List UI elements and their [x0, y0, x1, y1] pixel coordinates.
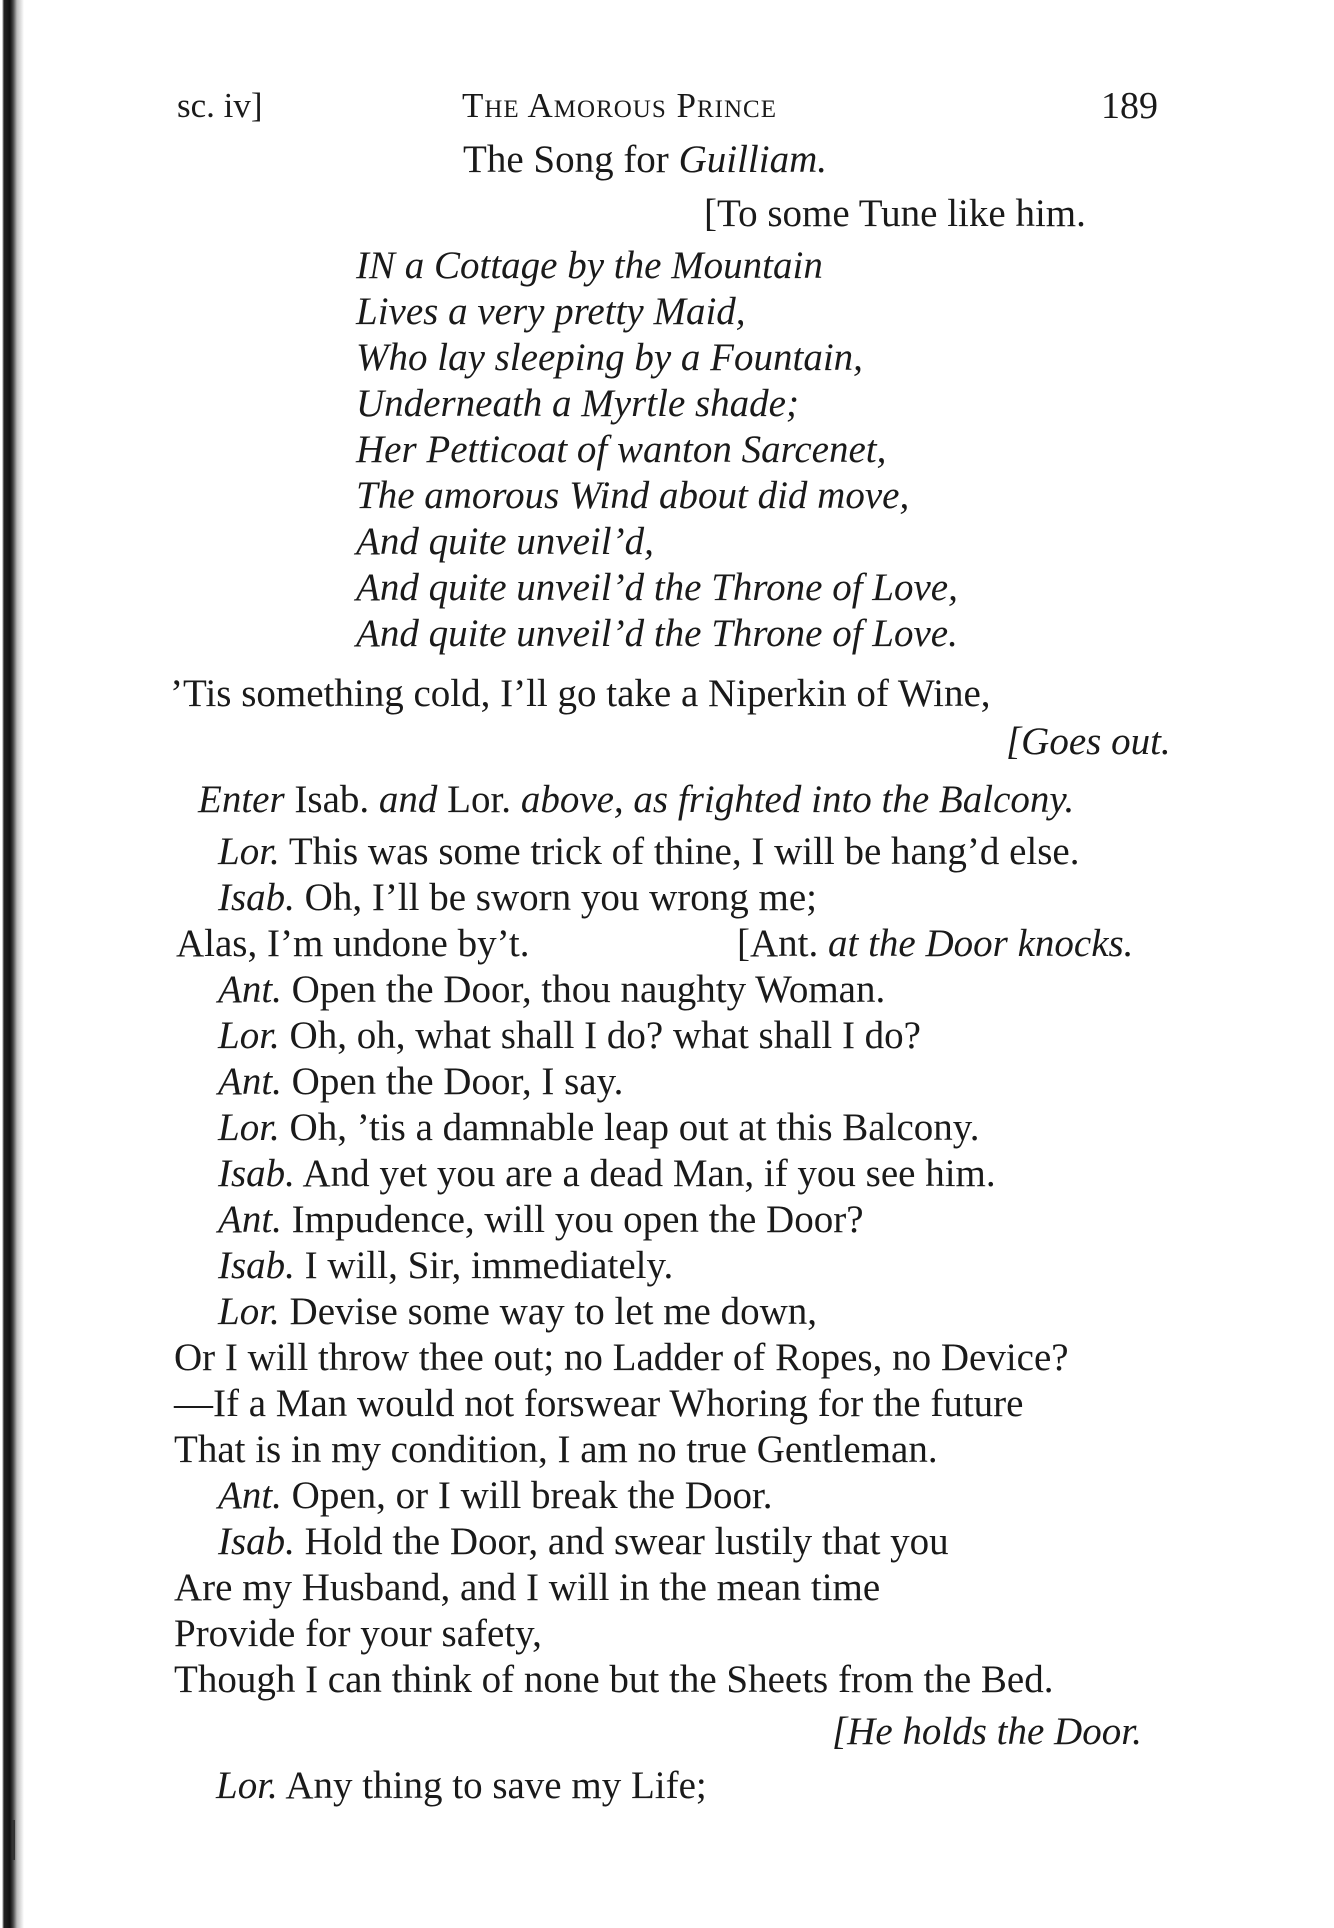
speaker: Ant. — [218, 1474, 282, 1517]
verse-line: Her Petticoat of wanton Sarcenet, — [356, 428, 887, 471]
speaker: Ant. — [218, 1060, 282, 1103]
dialogue-line — [218, 1152, 996, 1196]
speaker: Lor. — [218, 830, 280, 873]
speech: I will, Sir, immediately. — [294, 1244, 674, 1287]
verse-line: Lives a very pretty Maid, — [356, 290, 746, 333]
stage-direction-tune: [To some Tune like him. — [704, 192, 1086, 235]
dialogue-line — [218, 1244, 673, 1288]
dialogue-line — [218, 1520, 949, 1564]
verse-line: And quite unveil’d, — [356, 520, 654, 563]
text-line: ’Tis something cold, I’ll go take a Niperkin of Wine, — [170, 672, 991, 715]
verse-line: IN a Cottage by the Mountain — [356, 244, 823, 287]
text-line: Though I can think of none but the Sheets from the Bed. — [174, 1658, 1054, 1701]
text-line: That is in my condition, I am no true Gentleman. — [174, 1428, 938, 1471]
speaker: Lor. — [218, 1290, 280, 1333]
stage-direction-enter — [198, 778, 1074, 822]
verse-line: The amorous Wind about did move, — [356, 474, 910, 517]
dialogue-line — [216, 1764, 707, 1808]
speaker: Isab. — [218, 1152, 295, 1195]
speaker: Lor. — [216, 1764, 278, 1807]
dialogue-line — [218, 1474, 773, 1518]
character-name: [Ant. — [737, 922, 828, 965]
stage-direction: [Goes out. — [1006, 720, 1171, 763]
verse-line: And quite unveil’d the Throne of Love, — [356, 566, 958, 609]
speaker: Isab. — [218, 876, 295, 919]
speech: Impudence, will you open the Door? — [281, 1198, 864, 1241]
song-title — [463, 138, 827, 182]
verse-line: Who lay sleeping by a Fountain, — [356, 336, 863, 379]
stage-direction: [He holds the Door. — [832, 1710, 1142, 1753]
speaker: Isab. — [218, 1520, 295, 1563]
speaker: Ant. — [218, 1198, 282, 1241]
speech: Oh, ’tis a damnable leap out at this Balcony. — [279, 1106, 980, 1149]
speaker: Ant. — [218, 968, 282, 1011]
dialogue-line — [218, 1290, 817, 1334]
speech: Open the Door, thou naughty Woman. — [281, 968, 886, 1011]
speech: Oh, I’ll be sworn you wrong me; — [294, 876, 818, 919]
speech: Hold the Door, and swear lustily that you — [294, 1520, 949, 1563]
page-number: 189 — [1101, 85, 1158, 127]
speaker: Lor. — [218, 1106, 280, 1149]
speech: This was some trick of thine, I will be hang’d else. — [279, 830, 1080, 873]
speech: Devise some way to let me down, — [279, 1290, 818, 1333]
dialogue-line — [218, 968, 885, 1012]
stage-direction — [737, 922, 1133, 966]
song-title-text: The Song for — [463, 138, 679, 181]
dialogue-line — [218, 1014, 921, 1058]
speech: And yet you are a dead Man, if you see him. — [294, 1152, 996, 1195]
dialogue-line: Alas, I’m undone by’t. — [176, 922, 530, 965]
text-line: Or I will throw thee out; no Ladder of Ropes, no Device? — [174, 1336, 1069, 1379]
and-word: and — [378, 778, 438, 821]
dialogue-line — [218, 1060, 623, 1104]
dialogue-line — [218, 830, 1080, 874]
dialogue-line — [218, 1198, 864, 1242]
speech: Open, or I will break the Door. — [281, 1474, 773, 1517]
dialogue-line — [218, 1106, 979, 1150]
speaker: Lor. — [218, 1014, 280, 1057]
binding-mark — [12, 1820, 15, 1860]
header-title: The Amorous Prince — [462, 86, 777, 125]
enter-word: Enter — [198, 778, 285, 821]
speech: Oh, oh, what shall I do? what shall I do? — [279, 1014, 921, 1057]
character-name: Isab. — [284, 778, 379, 821]
speaker: Isab. — [218, 1244, 295, 1287]
stage-action: above, as frighted into the Balcony. — [520, 778, 1075, 821]
binding-edge — [0, 0, 28, 1928]
stage-action: at the Door knocks. — [828, 922, 1134, 965]
verse-line: Underneath a Myrtle shade; — [356, 382, 799, 425]
speech: Any thing to save my Life; — [277, 1764, 707, 1807]
text-line: Are my Husband, and I will in the mean time — [174, 1566, 881, 1609]
header-scene: sc. iv] — [177, 86, 263, 125]
text-line: —If a Man would not forswear Whoring for the future — [174, 1382, 1024, 1425]
text-line: Provide for your safety, — [174, 1612, 542, 1655]
verse-line: And quite unveil’d the Throne of Love. — [356, 612, 958, 655]
song-title-name: Guilliam. — [678, 138, 827, 181]
speech: Open the Door, I say. — [281, 1060, 624, 1103]
character-name: Lor. — [437, 778, 521, 821]
dialogue-line — [218, 876, 817, 920]
